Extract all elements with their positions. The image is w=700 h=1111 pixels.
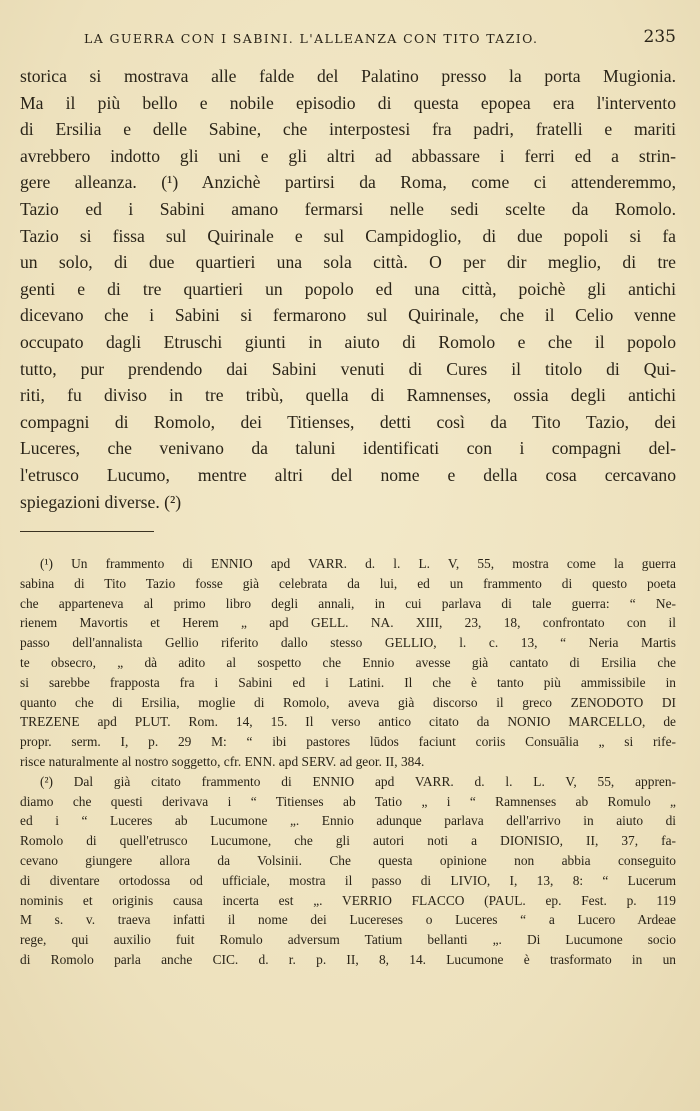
footnote-line: quanto che di Ersilia, moglie di Romolo, aveva già discorso il greco ZENODOTO DI [20,694,676,710]
body-line: gere alleanza. (¹) Anzichè partirsi da Roma, come ci attenderemmo, [20,172,676,193]
body-line: storica si mostrava alle falde del Palatino presso la porta Mugionia. [20,66,676,86]
footnote-line: passo dell'annalista Gellio riferito dallo stesso GELLIO, l. c. 13, “ Neria Martis [20,635,676,651]
page-number: 235 [643,27,676,47]
footnote-rule [20,531,154,532]
body-line: occupato dagli Etruschi giunti in aiuto di Romolo e che il popolo [20,331,676,352]
body-line: Tazio si fissa sul Quirinale e sul Campidoglio, di due popoli si fa [20,225,676,246]
footnote-line: te obsecro, „ dà adito al sospetto che Ennio avesse già cantato di Ersilia che [20,654,676,670]
running-title: LA GUERRA CON I SABINI. L'ALLEANZA CON TITO TAZIO. [84,31,539,46]
footnote-line: di diventare ortodossa od ufficiale, mostra il passo di LIVIO, I, 13, 8: “ Lucerum [20,872,676,888]
footnotes [20,554,676,970]
footnote-line: si sarebbe frapposta fra i Sabini ed i Latini. Il che è tanto più ammissibile in [20,674,676,690]
running-head [20,27,676,49]
footnote-line: (²) Dal già citato frammento di ENNIO apd VARR. d. l. L. V, 55, appren- [40,773,676,789]
body-line: Ma il più bello e nobile episodio di questa epopea era l'intervento [20,92,676,113]
footnote-line: sabina di Tito Tazio fosse già celebrata da lui, ed un frammento di questo poeta [20,575,676,591]
footnote-line: di Romolo parla anche CIC. d. r. p. II, 8, 14. Lucumone è trasformato in un [20,951,676,967]
body-line: dicevano che i Sabini si fermarono sul Quirinale, che il Celio venne [20,305,676,326]
body-line: spiegazioni diverse. (²) [20,491,182,512]
body-line: riti, fu diviso in tre tribù, quella di Ramnenses, ossia degli antichi [20,385,676,406]
footnote-line: Romolo di quell'etrusco Lucumone, che gli autori noti a DIONISIO, II, 37, fa- [20,833,676,849]
footnote-line: rege, qui auxilio fuit Romulo adversum Tatium bellanti „. Di Lucumone socio [20,932,676,948]
footnote-line: diamo che questi derivava i “ Titienses ab Tatio „ i “ Ramnenses ab Romulo „ [20,793,676,809]
body-line: compagni di Romolo, dei Titienses, detti così da Tito Tazio, dei [20,411,676,432]
body-line: Tazio ed i Sabini amano fermarsi nelle sedi scelte da Romolo. [20,198,676,219]
footnote-line: nominis et originis causa incerta est „. VERRIO FLACCO (PAUL. ep. Fest. p. 119 [20,892,676,908]
footnote-line: rienem Mavortis et Herem „ apd GELL. NA. XIII, 23, 18, confrontato con il [20,615,676,631]
body-line: l'etrusco Lucumo, mentre altri del nome e della cosa cercavano [20,464,676,485]
footnote-line: M s. v. traeva infatti il nome dei Lucereses o Luceres “ a Lucero Ardeae [20,912,676,928]
body-line: Luceres, che venivano da taluni identificati con i compagni del- [20,438,676,459]
body-line: di Ersilia e delle Sabine, che interpostesi fra padri, fratelli e mariti [20,119,676,140]
body-line: un solo, di due quartieri una sola città. O per dir meglio, di tre [20,252,676,273]
body-line: genti e di tre quartieri un popolo ed una città, poichè gli antichi [20,278,676,299]
footnote-line: TREZENE apd PLUT. Rom. 14, 15. Il verso antico citato da NONIO MARCELLO, de [20,714,676,730]
footnote-line: propr. serm. I, p. 29 M: “ ibi pastores lūdos faciunt coriis Consuālia „ si rife- [20,734,676,750]
body-line: tutto, pur prendendo dai Sabini venuti di Cures il titolo di Qui- [20,358,676,379]
footnote-line: ed i “ Luceres ab Lucumone „. Ennio adunque parlava dell'arrivo in aiuto di [20,813,676,829]
footnote-line: (¹) Un frammento di ENNIO apd VARR. d. l. L. V, 55, mostra come la guerra [40,556,676,571]
footnote-line: risce naturalmente al nostro soggetto, cfr. ENN. apd SERV. ad geor. II, 384. [20,753,425,769]
body-text [20,63,676,515]
body-line: avrebbero indotto gli uni e gli altri ad abbassare i ferri ed a strin- [20,145,676,166]
footnote-line: cevano giungere allora da Volsinii. Che questa opinione non abbia conseguito [20,852,676,868]
footnote-line: che apparteneva al primo libro degli annali, in cui parlava di tale guerra: “ Ne- [20,595,676,611]
